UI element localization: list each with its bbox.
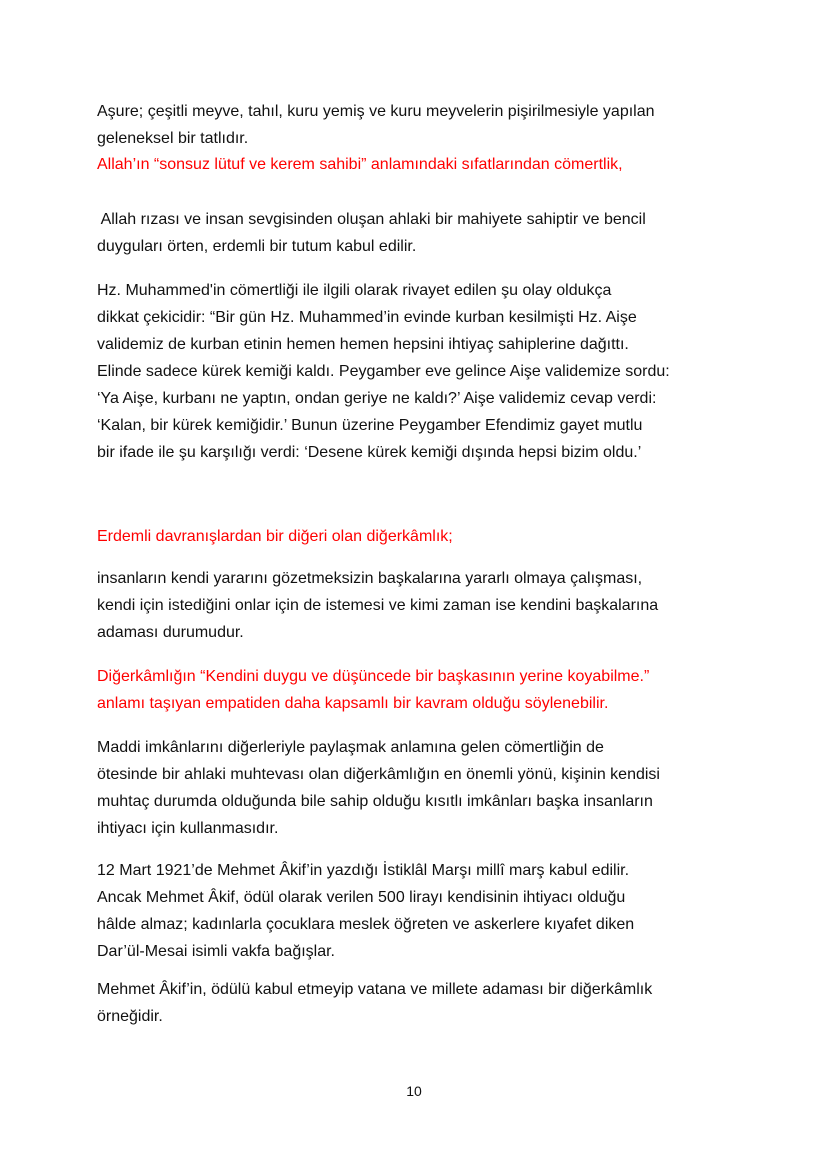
- text-line: muhtaç durumda olduğunda bile sahip olduğu kısıtlı imkânları başka insanların: [97, 793, 653, 810]
- text-line: ‘Kalan, bir kürek kemiğidir.’ Bunun üzerine Peygamber Efendimiz gayet mutlu: [97, 417, 643, 434]
- page-number: 10: [406, 1083, 422, 1099]
- paragraph-istiklal-marsi: [97, 857, 634, 965]
- text-line: Erdemli davranışlardan bir diğeri olan diğerkâmlık;: [97, 528, 453, 545]
- text-line: Allah rızası ve insan sevgisinden oluşan ahlaki bir mahiyete sahiptir ve bencil: [97, 211, 646, 228]
- text-line: geleneksel bir tatlıdır.: [97, 130, 249, 147]
- heading-digerkamlik: [97, 523, 453, 550]
- paragraph-digerkamlik-definition: [97, 565, 658, 646]
- text-line: ötesinde bir ahlaki muhtevası olan diğerkâmlığın en önemli yönü, kişinin kendisi: [97, 766, 660, 783]
- text-line: Mehmet Âkif’in, ödülü kabul etmeyip vatana ve millete adaması bir diğerkâmlık: [97, 981, 653, 998]
- paragraph-akif-ornek: [97, 976, 652, 1030]
- paragraph-hz-muhammed-story: [97, 277, 670, 466]
- text-line: Hz. Muhammed'in cömertliği ile ilgili olarak rivayet edilen şu olay oldukça: [97, 282, 612, 299]
- paragraph-maddi-imkanlar: [97, 734, 660, 842]
- text-line: Elinde sadece kürek kemiği kaldı. Peygamber eve gelince Aişe validemize sordu:: [97, 363, 670, 380]
- text-line: ihtiyacı için kullanmasıdır.: [97, 820, 279, 837]
- text-line: 12 Mart 1921’de Mehmet Âkif’in yazdığı İstiklâl Marşı millî marş kabul edilir.: [97, 862, 630, 879]
- text-line: adaması durumudur.: [97, 624, 244, 641]
- text-line: örneğidir.: [97, 1008, 163, 1025]
- heading-comertlik: [97, 151, 623, 178]
- text-line: bir ifade ile şu karşılığı verdi: ‘Desene kürek kemiği dışında hepsi bizim oldu.’: [97, 444, 642, 461]
- text-line: Dar’ül-Mesai isimli vakfa bağışlar.: [97, 943, 335, 960]
- text-line: Aşure; çeşitli meyve, tahıl, kuru yemiş ve kuru meyvelerin pişirilmesiyle yapılan: [97, 103, 655, 120]
- text-line: Diğerkâmlığın “Kendini duygu ve düşüncede bir başkasının yerine koyabilme.”: [97, 668, 650, 685]
- paragraph-comertlik-definition: [97, 206, 646, 260]
- paragraph-asure: [97, 98, 655, 152]
- text-line: kendi için istediğini onlar için de istemesi ve kimi zaman ise kendini başkalarına: [97, 597, 659, 614]
- text-line: anlamı taşıyan empatiden daha kapsamlı bir kavram olduğu söylenebilir.: [97, 695, 609, 712]
- text-line: hâlde almaz; kadınlarla çocuklara meslek öğreten ve askerlere kıyafet diken: [97, 916, 635, 933]
- text-line: validemiz de kurban etinin hemen hemen hepsini ihtiyaç sahiplerine dağıttı.: [97, 336, 629, 353]
- text-line: duyguları örten, erdemli bir tutum kabul edilir.: [97, 238, 417, 255]
- text-line: Allah’ın “sonsuz lütuf ve kerem sahibi” anlamındaki sıfatlarından cömertlik,: [97, 156, 623, 173]
- text-line: dikkat çekicidir: “Bir gün Hz. Muhammed’in evinde kurban kesilmişti Hz. Aişe: [97, 309, 637, 326]
- text-line: insanların kendi yararını gözetmeksizin başkalarına yararlı olmaya çalışması,: [97, 570, 643, 587]
- text-line: Maddi imkânlarını diğerleriyle paylaşmak anlamına gelen cömertliğin de: [97, 739, 604, 756]
- paragraph-empati: [97, 663, 649, 717]
- text-line: ‘Ya Aişe, kurbanı ne yaptın, ondan geriye ne kaldı?’ Aişe validemiz cevap verdi:: [97, 390, 657, 407]
- text-line: Ancak Mehmet Âkif, ödül olarak verilen 500 lirayı kendisinin ihtiyacı olduğu: [97, 889, 626, 906]
